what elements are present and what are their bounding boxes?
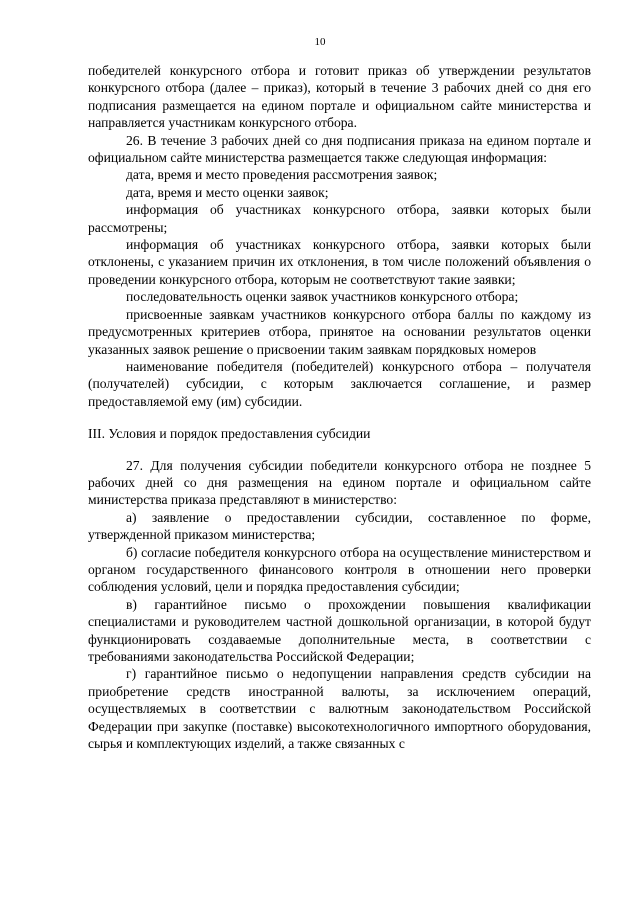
list-item-g: г) гарантийное письмо о недопущении направления средств субсидии на приобретение средств иностранной валюты, за исключением операций, осуществляемых в соответствии с валютным законодательством Российской Федерации при закупке (поставке) высокотехнологичного импортного оборудования, сырья и комплектующих изделий, а также связанных с [88, 666, 591, 752]
list-item: информация об участниках конкурсного отбора, заявки которых были рассмотрены; [88, 202, 591, 235]
paragraph-continuation: победителей конкурсного отбора и готовит приказ об утверждении результатов конкурсного отбора (далее – приказ), который в течение 3 рабочих дней со дня его подписания размещается на едином портале и официальном сайте министерства и направляется участникам конкурсного отбора. [88, 63, 591, 131]
document-body [88, 62, 591, 752]
section-heading: III. Условия и порядок предоставления субсидии [88, 426, 371, 442]
list-item: дата, время и место проведения рассмотрения заявок; [126, 167, 438, 183]
list-item: наименование победителя (победителей) конкурсного отбора – получателя (получателей) субсидии, с которым заключается соглашение, и размер предоставляемой ему (им) субсидии. [88, 358, 591, 409]
list-item: присвоенные заявкам участников конкурсного отбора баллы по каждому из предусмотренных критериев отбора, принятое на основании результатов оценки указанных заявок решение о присвоении таким заявкам порядковых номеров [88, 306, 591, 357]
list-item-v: в) гарантийное письмо о прохождении повышения квалификации специалистами и руководителем частной дошкольной организации, в которой будут функционировать создаваемые дополнительные места, в соответствии с требованиями законодательства Российской Федерации; [88, 596, 591, 664]
paragraph-26: 26. В течение 3 рабочих дней со дня подписания приказа на едином портале и официальном сайте министерства размещается также следующая информация: [88, 132, 591, 166]
list-item: последовательность оценки заявок участников конкурсного отбора; [126, 289, 519, 305]
paragraph-27: 27. Для получения субсидии победители конкурсного отбора не позднее 5 рабочих дней со дня размещения на едином портале и официальном сайте министерства приказа представляют в министерство: [88, 457, 591, 508]
page-number: 10 [314, 36, 326, 48]
list-item-a: а) заявление о предоставлении субсидии, составленное по форме, утвержденной приказом министерства; [88, 509, 591, 543]
list-item: дата, время и место оценки заявок; [126, 184, 329, 200]
list-item: информация об участниках конкурсного отбора, заявки которых были отклонены, с указанием причин их отклонения, в том числе положений объявления о проведении конкурсного отбора, которым не соответствуют такие заявки; [88, 237, 591, 287]
list-item-b: б) согласие победителя конкурсного отбора на осуществление министерством и органом государственного финансового контроля в отношении него проверки соблюдения условий, цели и порядка предоставления субсидии; [88, 544, 591, 595]
